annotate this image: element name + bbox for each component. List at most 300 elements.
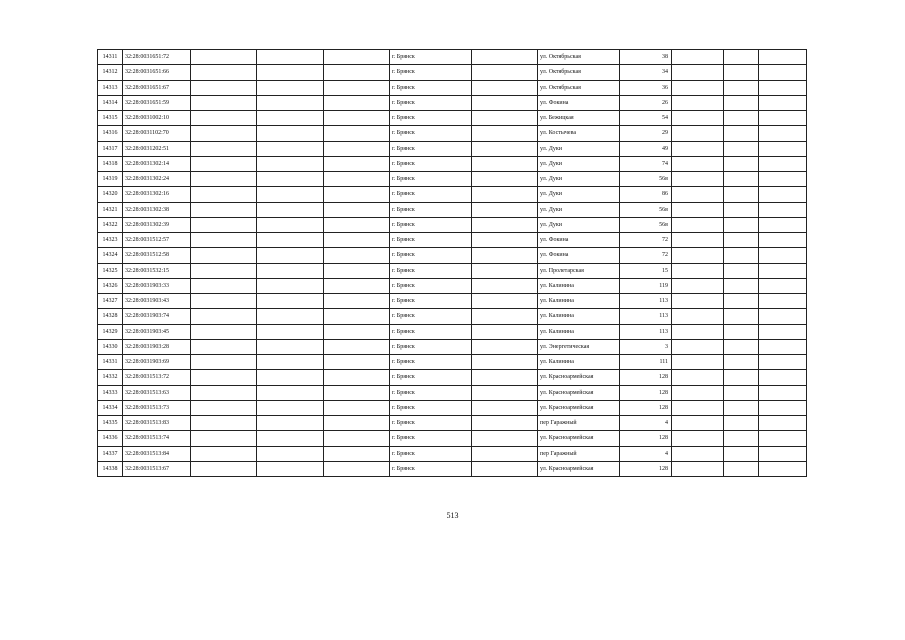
empty-cell <box>759 263 807 278</box>
empty-cell <box>724 172 759 187</box>
empty-cell <box>191 65 257 80</box>
row-number-cell: 14336 <box>98 431 123 446</box>
empty-cell <box>257 126 324 141</box>
empty-cell <box>472 278 538 293</box>
empty-cell <box>759 400 807 415</box>
empty-cell <box>724 446 759 461</box>
cadastral-number-cell: 32:28:0031903:28 <box>123 339 191 354</box>
cadastral-number-cell: 32:28:0031513:74 <box>123 431 191 446</box>
empty-cell <box>472 339 538 354</box>
empty-cell <box>759 324 807 339</box>
empty-cell <box>191 370 257 385</box>
empty-cell <box>324 324 390 339</box>
empty-cell <box>472 309 538 324</box>
empty-cell <box>724 370 759 385</box>
house-number-cell: 86 <box>620 187 672 202</box>
cadastral-number-cell: 32:28:0031513:63 <box>123 385 191 400</box>
table-row <box>98 431 807 446</box>
street-cell: ул. Фокина <box>538 233 620 248</box>
table-body <box>98 50 807 477</box>
empty-cell <box>759 339 807 354</box>
empty-cell <box>324 202 390 217</box>
empty-cell <box>759 355 807 370</box>
empty-cell <box>672 446 724 461</box>
row-number-cell: 14316 <box>98 126 123 141</box>
empty-cell <box>191 416 257 431</box>
street-cell: ул. Дуки <box>538 141 620 156</box>
empty-cell <box>724 80 759 95</box>
empty-cell <box>257 172 324 187</box>
empty-cell <box>257 339 324 354</box>
empty-cell <box>472 233 538 248</box>
table-row <box>98 172 807 187</box>
cadastral-number-cell: 32:28:0031513:83 <box>123 416 191 431</box>
empty-cell <box>724 217 759 232</box>
empty-cell <box>257 355 324 370</box>
city-cell: г. Брянск <box>390 65 472 80</box>
cadastral-number-cell: 32:28:0031302:16 <box>123 187 191 202</box>
empty-cell <box>759 141 807 156</box>
cadastral-number-cell: 32:28:0031512:58 <box>123 248 191 263</box>
empty-cell <box>472 385 538 400</box>
empty-cell <box>672 156 724 171</box>
empty-cell <box>724 355 759 370</box>
row-number-cell: 14319 <box>98 172 123 187</box>
table-row <box>98 65 807 80</box>
empty-cell <box>324 461 390 476</box>
empty-cell <box>257 263 324 278</box>
empty-cell <box>191 187 257 202</box>
house-number-cell: 113 <box>620 294 672 309</box>
street-cell: ул. Красноармейская <box>538 461 620 476</box>
street-cell: ул. Калинина <box>538 355 620 370</box>
street-cell: ул. Дуки <box>538 217 620 232</box>
house-number-cell: 128 <box>620 431 672 446</box>
table-row <box>98 355 807 370</box>
empty-cell <box>724 461 759 476</box>
table-row <box>98 400 807 415</box>
house-number-cell: 15 <box>620 263 672 278</box>
empty-cell <box>257 370 324 385</box>
cadastral-number-cell: 32:28:0031651:66 <box>123 65 191 80</box>
house-number-cell: 4 <box>620 416 672 431</box>
table-row <box>98 95 807 110</box>
house-number-cell: 74 <box>620 156 672 171</box>
empty-cell <box>472 50 538 65</box>
empty-cell <box>257 187 324 202</box>
row-number-cell: 14324 <box>98 248 123 263</box>
empty-cell <box>257 446 324 461</box>
empty-cell <box>324 370 390 385</box>
empty-cell <box>191 50 257 65</box>
empty-cell <box>759 65 807 80</box>
city-cell: г. Брянск <box>390 370 472 385</box>
empty-cell <box>672 65 724 80</box>
city-cell: г. Брянск <box>390 156 472 171</box>
empty-cell <box>724 65 759 80</box>
house-number-cell: 128 <box>620 370 672 385</box>
empty-cell <box>759 416 807 431</box>
row-number-cell: 14320 <box>98 187 123 202</box>
empty-cell <box>472 156 538 171</box>
empty-cell <box>672 461 724 476</box>
cadastral-number-cell: 32:28:0031903:43 <box>123 294 191 309</box>
table-row <box>98 278 807 293</box>
row-number-cell: 14333 <box>98 385 123 400</box>
empty-cell <box>257 278 324 293</box>
empty-cell <box>191 400 257 415</box>
empty-cell <box>191 217 257 232</box>
house-number-cell: 128 <box>620 461 672 476</box>
empty-cell <box>191 339 257 354</box>
empty-cell <box>472 446 538 461</box>
empty-cell <box>324 126 390 141</box>
empty-cell <box>324 80 390 95</box>
empty-cell <box>257 217 324 232</box>
city-cell: г. Брянск <box>390 400 472 415</box>
cadastral-number-cell: 32:28:0031513:73 <box>123 400 191 415</box>
empty-cell <box>759 111 807 126</box>
table-row <box>98 50 807 65</box>
street-cell: ул. Дуки <box>538 202 620 217</box>
street-cell: ул. Дуки <box>538 187 620 202</box>
city-cell: г. Брянск <box>390 233 472 248</box>
table-row <box>98 217 807 232</box>
street-cell: ул. Бежицкая <box>538 111 620 126</box>
table-row <box>98 446 807 461</box>
city-cell: г. Брянск <box>390 324 472 339</box>
register-table <box>97 49 807 477</box>
empty-cell <box>257 461 324 476</box>
empty-cell <box>724 111 759 126</box>
cadastral-number-cell: 32:28:0031532:15 <box>123 263 191 278</box>
street-cell: ул. Калинина <box>538 278 620 293</box>
empty-cell <box>724 141 759 156</box>
empty-cell <box>672 50 724 65</box>
row-number-cell: 14325 <box>98 263 123 278</box>
row-number-cell: 14334 <box>98 400 123 415</box>
empty-cell <box>759 278 807 293</box>
table-row <box>98 80 807 95</box>
cadastral-number-cell: 32:28:0031513:67 <box>123 461 191 476</box>
table-row <box>98 141 807 156</box>
empty-cell <box>724 95 759 110</box>
city-cell: г. Брянск <box>390 126 472 141</box>
house-number-cell: 26 <box>620 95 672 110</box>
empty-cell <box>191 202 257 217</box>
empty-cell <box>191 461 257 476</box>
empty-cell <box>672 294 724 309</box>
empty-cell <box>324 156 390 171</box>
cadastral-number-cell: 32:28:0031903:33 <box>123 278 191 293</box>
empty-cell <box>672 278 724 293</box>
empty-cell <box>672 202 724 217</box>
table-row <box>98 187 807 202</box>
row-number-cell: 14313 <box>98 80 123 95</box>
empty-cell <box>759 217 807 232</box>
street-cell: ул. Фокина <box>538 248 620 263</box>
empty-cell <box>324 355 390 370</box>
empty-cell <box>672 187 724 202</box>
table-row <box>98 385 807 400</box>
city-cell: г. Брянск <box>390 248 472 263</box>
empty-cell <box>672 370 724 385</box>
row-number-cell: 14329 <box>98 324 123 339</box>
empty-cell <box>759 187 807 202</box>
house-number-cell: 111 <box>620 355 672 370</box>
empty-cell <box>257 324 324 339</box>
house-number-cell: 119 <box>620 278 672 293</box>
empty-cell <box>324 339 390 354</box>
empty-cell <box>672 141 724 156</box>
row-number-cell: 14337 <box>98 446 123 461</box>
row-number-cell: 14318 <box>98 156 123 171</box>
city-cell: г. Брянск <box>390 80 472 95</box>
empty-cell <box>191 278 257 293</box>
row-number-cell: 14331 <box>98 355 123 370</box>
empty-cell <box>257 156 324 171</box>
cadastral-number-cell: 32:28:0031002:10 <box>123 111 191 126</box>
house-number-cell: 56в <box>620 202 672 217</box>
cadastral-number-cell: 32:28:0031202:51 <box>123 141 191 156</box>
street-cell: ул. Октябрьская <box>538 80 620 95</box>
row-number-cell: 14327 <box>98 294 123 309</box>
empty-cell <box>257 202 324 217</box>
empty-cell <box>324 294 390 309</box>
empty-cell <box>191 80 257 95</box>
city-cell: г. Брянск <box>390 278 472 293</box>
table-row <box>98 416 807 431</box>
house-number-cell: 29 <box>620 126 672 141</box>
empty-cell <box>472 111 538 126</box>
street-cell: ул. Энергетическая <box>538 339 620 354</box>
empty-cell <box>472 461 538 476</box>
empty-cell <box>257 309 324 324</box>
city-cell: г. Брянск <box>390 95 472 110</box>
row-number-cell: 14328 <box>98 309 123 324</box>
empty-cell <box>324 446 390 461</box>
empty-cell <box>257 111 324 126</box>
empty-cell <box>472 324 538 339</box>
empty-cell <box>672 248 724 263</box>
city-cell: г. Брянск <box>390 431 472 446</box>
street-cell: ул. Красноармейская <box>538 400 620 415</box>
empty-cell <box>724 416 759 431</box>
empty-cell <box>191 355 257 370</box>
empty-cell <box>472 431 538 446</box>
table-row <box>98 309 807 324</box>
empty-cell <box>672 111 724 126</box>
table-row <box>98 263 807 278</box>
city-cell: г. Брянск <box>390 385 472 400</box>
table-row <box>98 202 807 217</box>
empty-cell <box>724 263 759 278</box>
table-row <box>98 339 807 354</box>
street-cell: ул. Калинина <box>538 309 620 324</box>
row-number-cell: 14315 <box>98 111 123 126</box>
table-row <box>98 126 807 141</box>
empty-cell <box>324 217 390 232</box>
empty-cell <box>672 80 724 95</box>
empty-cell <box>191 111 257 126</box>
empty-cell <box>724 187 759 202</box>
empty-cell <box>472 248 538 263</box>
empty-cell <box>324 172 390 187</box>
table-row <box>98 324 807 339</box>
empty-cell <box>724 324 759 339</box>
row-number-cell: 14321 <box>98 202 123 217</box>
empty-cell <box>672 126 724 141</box>
cadastral-number-cell: 32:28:0031903:69 <box>123 355 191 370</box>
page-number: 513 <box>446 511 459 520</box>
cadastral-number-cell: 32:28:0031651:67 <box>123 80 191 95</box>
empty-cell <box>191 431 257 446</box>
city-cell: г. Брянск <box>390 263 472 278</box>
empty-cell <box>257 431 324 446</box>
empty-cell <box>672 95 724 110</box>
empty-cell <box>759 385 807 400</box>
table-row <box>98 294 807 309</box>
empty-cell <box>759 202 807 217</box>
street-cell: ул. Дуки <box>538 156 620 171</box>
street-cell: ул. Дуки <box>538 172 620 187</box>
empty-cell <box>472 187 538 202</box>
empty-cell <box>472 65 538 80</box>
empty-cell <box>257 385 324 400</box>
house-number-cell: 113 <box>620 324 672 339</box>
row-number-cell: 14332 <box>98 370 123 385</box>
empty-cell <box>324 233 390 248</box>
empty-cell <box>324 385 390 400</box>
empty-cell <box>724 294 759 309</box>
house-number-cell: 56в <box>620 217 672 232</box>
cadastral-number-cell: 32:28:0031903:74 <box>123 309 191 324</box>
city-cell: г. Брянск <box>390 141 472 156</box>
empty-cell <box>724 233 759 248</box>
street-cell: ул. Красноармейская <box>538 385 620 400</box>
empty-cell <box>759 294 807 309</box>
empty-cell <box>759 172 807 187</box>
empty-cell <box>759 95 807 110</box>
empty-cell <box>324 278 390 293</box>
empty-cell <box>191 309 257 324</box>
empty-cell <box>672 217 724 232</box>
city-cell: г. Брянск <box>390 339 472 354</box>
empty-cell <box>759 156 807 171</box>
street-cell: ул. Калинина <box>538 324 620 339</box>
street-cell: ул. Костычева <box>538 126 620 141</box>
empty-cell <box>472 202 538 217</box>
street-cell: ул. Октябрьская <box>538 50 620 65</box>
house-number-cell: 34 <box>620 65 672 80</box>
empty-cell <box>324 50 390 65</box>
empty-cell <box>724 339 759 354</box>
city-cell: г. Брянск <box>390 294 472 309</box>
empty-cell <box>191 172 257 187</box>
empty-cell <box>759 248 807 263</box>
city-cell: г. Брянск <box>390 111 472 126</box>
empty-cell <box>759 309 807 324</box>
cadastral-number-cell: 32:28:0031513:84 <box>123 446 191 461</box>
empty-cell <box>324 431 390 446</box>
house-number-cell: 56в <box>620 172 672 187</box>
empty-cell <box>724 431 759 446</box>
empty-cell <box>257 80 324 95</box>
empty-cell <box>672 263 724 278</box>
house-number-cell: 54 <box>620 111 672 126</box>
street-cell: ул. Пролетарская <box>538 263 620 278</box>
street-cell: ул. Фокина <box>538 95 620 110</box>
row-number-cell: 14322 <box>98 217 123 232</box>
empty-cell <box>672 416 724 431</box>
empty-cell <box>759 50 807 65</box>
empty-cell <box>191 233 257 248</box>
empty-cell <box>257 294 324 309</box>
cadastral-number-cell: 32:28:0031302:24 <box>123 172 191 187</box>
table-row <box>98 248 807 263</box>
empty-cell <box>672 385 724 400</box>
street-cell: ул. Калинина <box>538 294 620 309</box>
empty-cell <box>257 95 324 110</box>
row-number-cell: 14335 <box>98 416 123 431</box>
empty-cell <box>324 111 390 126</box>
cadastral-number-cell: 32:28:0031512:57 <box>123 233 191 248</box>
empty-cell <box>672 233 724 248</box>
empty-cell <box>759 431 807 446</box>
empty-cell <box>724 400 759 415</box>
street-cell: пер Гаражный <box>538 446 620 461</box>
empty-cell <box>324 65 390 80</box>
empty-cell <box>472 172 538 187</box>
empty-cell <box>324 141 390 156</box>
house-number-cell: 4 <box>620 446 672 461</box>
empty-cell <box>724 309 759 324</box>
empty-cell <box>472 355 538 370</box>
cadastral-number-cell: 32:28:0031903:45 <box>123 324 191 339</box>
empty-cell <box>324 263 390 278</box>
row-number-cell: 14312 <box>98 65 123 80</box>
empty-cell <box>672 309 724 324</box>
empty-cell <box>191 324 257 339</box>
empty-cell <box>672 339 724 354</box>
city-cell: г. Брянск <box>390 217 472 232</box>
row-number-cell: 14326 <box>98 278 123 293</box>
city-cell: г. Брянск <box>390 202 472 217</box>
empty-cell <box>324 400 390 415</box>
empty-cell <box>472 95 538 110</box>
empty-cell <box>257 416 324 431</box>
empty-cell <box>724 385 759 400</box>
empty-cell <box>191 446 257 461</box>
row-number-cell: 14311 <box>98 50 123 65</box>
row-number-cell: 14330 <box>98 339 123 354</box>
house-number-cell: 38 <box>620 50 672 65</box>
empty-cell <box>672 355 724 370</box>
cadastral-number-cell: 32:28:0031302:39 <box>123 217 191 232</box>
house-number-cell: 72 <box>620 248 672 263</box>
empty-cell <box>472 217 538 232</box>
empty-cell <box>472 370 538 385</box>
cadastral-number-cell: 32:28:0031651:72 <box>123 50 191 65</box>
empty-cell <box>724 126 759 141</box>
empty-cell <box>191 156 257 171</box>
row-number-cell: 14338 <box>98 461 123 476</box>
city-cell: г. Брянск <box>390 50 472 65</box>
cadastral-number-cell: 32:28:0031513:72 <box>123 370 191 385</box>
street-cell: ул. Красноармейская <box>538 370 620 385</box>
house-number-cell: 36 <box>620 80 672 95</box>
empty-cell <box>472 141 538 156</box>
